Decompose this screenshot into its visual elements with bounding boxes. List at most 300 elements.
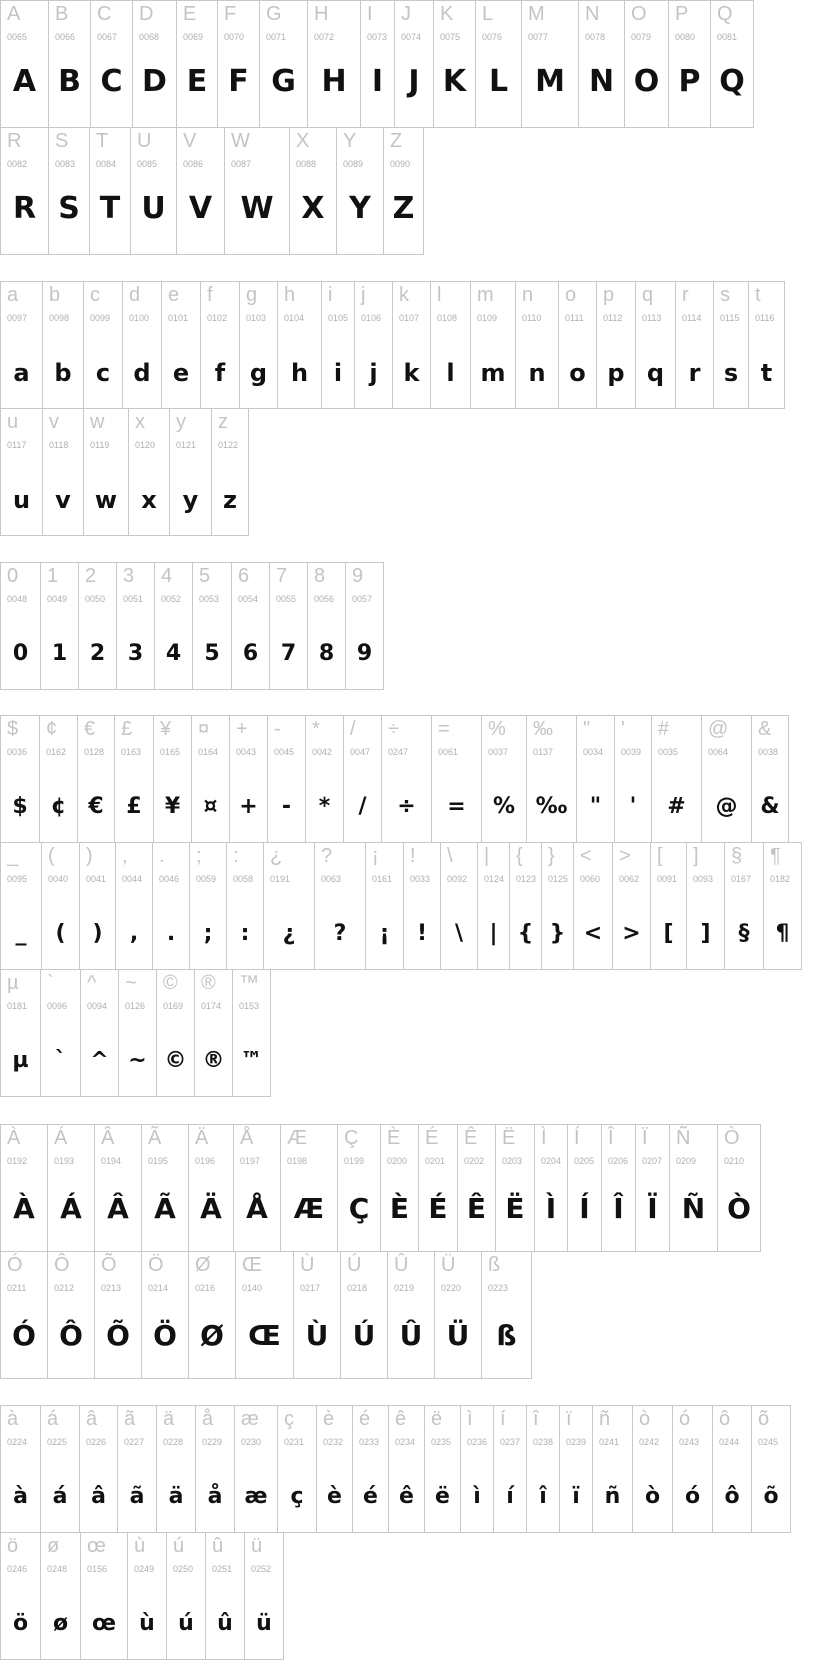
font-glyph-sample: Ò	[727, 1192, 751, 1225]
reference-character: o	[565, 284, 577, 306]
character-code: 0093	[693, 874, 714, 884]
character-code: 0224	[7, 1437, 28, 1447]
glyph-cell	[80, 969, 119, 1097]
font-glyph-sample: n	[528, 359, 546, 387]
glyph-cell	[567, 1124, 602, 1252]
reference-character: ?	[321, 845, 333, 867]
font-glyph-sample: §	[738, 921, 750, 946]
reference-character: É	[425, 1127, 439, 1149]
font-glyph-sample: ø	[52, 1611, 69, 1636]
character-code: 0076	[482, 32, 503, 42]
reference-character: r	[682, 284, 689, 306]
glyph-cell	[263, 842, 315, 970]
font-glyph-sample: ú	[178, 1611, 194, 1636]
font-glyph-sample: T	[99, 191, 121, 226]
font-glyph-sample: á	[52, 1484, 68, 1509]
character-code: 0245	[758, 1437, 779, 1447]
glyph-cell	[343, 715, 382, 843]
font-glyph-sample: ¤	[203, 794, 218, 819]
font-glyph-sample: H	[321, 64, 347, 99]
glyph-cell	[576, 715, 615, 843]
reference-character: $	[7, 718, 19, 740]
glyph-section	[0, 0, 754, 255]
character-code: 0102	[207, 313, 228, 323]
character-code: 0042	[312, 747, 333, 757]
font-glyph-sample: K	[442, 64, 467, 99]
glyph-cell	[188, 1251, 236, 1379]
font-glyph-sample: ¿	[282, 921, 296, 946]
font-glyph-sample: p	[607, 359, 625, 387]
reference-character: K	[440, 3, 454, 25]
character-code: 0252	[251, 1564, 272, 1574]
reference-character: ï	[566, 1408, 572, 1430]
reference-character: {	[516, 845, 523, 867]
reference-character: >	[619, 845, 631, 867]
glyph-cell	[713, 281, 749, 409]
font-glyph-sample: _	[15, 921, 27, 946]
reference-character: Ë	[502, 1127, 516, 1149]
character-code: 0044	[122, 874, 143, 884]
font-glyph-sample: Û	[399, 1319, 423, 1352]
reference-character: á	[47, 1408, 59, 1430]
font-glyph-sample: -	[281, 794, 292, 819]
glyph-cell	[712, 1405, 752, 1533]
character-code: 0034	[583, 747, 604, 757]
character-code: 0077	[528, 32, 549, 42]
character-code: 0216	[195, 1283, 216, 1293]
font-glyph-sample: s	[723, 359, 739, 387]
character-code: 0191	[270, 874, 291, 884]
font-glyph-sample: $	[12, 794, 28, 819]
reference-character: €	[84, 718, 96, 740]
character-code: 0092	[447, 874, 468, 884]
reference-character: 0	[7, 565, 19, 587]
glyph-cell	[80, 1532, 128, 1660]
font-glyph-sample: ^	[90, 1048, 109, 1073]
font-glyph-sample: é	[363, 1484, 378, 1509]
glyph-cell	[475, 0, 522, 128]
reference-character: %	[488, 718, 506, 740]
glyph-cell	[176, 0, 218, 128]
font-glyph-sample: Ô	[59, 1319, 83, 1352]
glyph-cell	[226, 842, 264, 970]
reference-character: `	[47, 972, 54, 994]
font-glyph-sample: l	[446, 359, 455, 387]
font-glyph-sample: z	[223, 486, 237, 514]
reference-character: Õ	[101, 1254, 117, 1276]
character-code: 0225	[47, 1437, 68, 1447]
reference-character: <	[580, 845, 592, 867]
reference-character: f	[207, 284, 213, 306]
glyph-cell	[481, 715, 527, 843]
reference-character: "	[583, 718, 591, 740]
font-glyph-sample: M	[535, 64, 565, 99]
character-code: 0049	[47, 594, 68, 604]
font-glyph-sample: ñ	[604, 1484, 621, 1509]
font-glyph-sample: R	[12, 191, 37, 226]
character-code: 0201	[425, 1156, 446, 1166]
reference-character: ú	[173, 1535, 185, 1557]
glyph-cell	[424, 1405, 461, 1533]
font-glyph-sample: ù	[139, 1611, 155, 1636]
font-glyph-sample: ©	[164, 1048, 187, 1073]
character-code: 0041	[86, 874, 107, 884]
character-code: 0116	[755, 313, 775, 323]
font-glyph-sample: I	[371, 64, 384, 99]
character-code: 0099	[90, 313, 111, 323]
character-code: 0195	[148, 1156, 169, 1166]
character-code: 0237	[500, 1437, 521, 1447]
reference-character: u	[7, 411, 19, 433]
font-glyph-sample: í	[506, 1484, 514, 1509]
glyph-cell	[748, 281, 785, 409]
character-code: 0123	[516, 874, 537, 884]
font-glyph-sample: N	[588, 64, 615, 99]
font-glyph-sample: 8	[318, 641, 335, 666]
character-code: 0205	[574, 1156, 595, 1166]
glyph-cell	[481, 1251, 532, 1379]
font-glyph-sample: Í	[579, 1192, 590, 1225]
glyph-cell	[192, 562, 232, 690]
reference-character: -	[274, 718, 281, 740]
reference-character: Ç	[344, 1127, 359, 1149]
glyph-cell	[431, 715, 482, 843]
reference-character: \	[447, 845, 453, 867]
glyph-cell	[710, 0, 754, 128]
glyph-cell	[83, 408, 129, 536]
font-glyph-sample: Ü	[446, 1319, 470, 1352]
font-glyph-sample: 9	[356, 641, 373, 666]
reference-character: ë	[431, 1408, 443, 1430]
reference-character: T	[96, 130, 109, 152]
font-glyph-sample: É	[428, 1192, 448, 1225]
character-code: 0085	[137, 159, 158, 169]
glyph-row	[0, 281, 785, 409]
character-code: 0167	[731, 874, 752, 884]
glyph-cell	[40, 562, 79, 690]
font-glyph-sample: ã	[129, 1484, 145, 1509]
font-glyph-sample: î	[539, 1484, 547, 1509]
glyph-cell	[48, 127, 90, 255]
glyph-cell	[460, 1405, 494, 1533]
font-glyph-sample: ó	[684, 1484, 701, 1509]
character-code: 0070	[224, 32, 245, 42]
font-glyph-sample: Ï	[647, 1192, 658, 1225]
glyph-cell	[724, 842, 764, 970]
reference-character: O	[631, 3, 647, 25]
glyph-cell	[0, 1405, 41, 1533]
character-code: 0080	[675, 32, 696, 42]
reference-character: A	[7, 3, 21, 25]
font-glyph-sample: c	[95, 359, 111, 387]
glyph-cell	[211, 408, 249, 536]
font-glyph-sample: £	[126, 794, 142, 819]
character-code: 0220	[441, 1283, 462, 1293]
glyph-cell	[47, 1124, 95, 1252]
glyph-cell	[360, 0, 395, 128]
character-code: 0231	[284, 1437, 305, 1447]
reference-character: õ	[758, 1408, 770, 1430]
glyph-cell	[217, 0, 260, 128]
font-glyph-sample: S	[58, 191, 80, 226]
font-glyph-sample: œ	[91, 1611, 117, 1636]
reference-character: )	[86, 845, 93, 867]
reference-character: è	[323, 1408, 335, 1430]
reference-character: R	[7, 130, 22, 152]
glyph-cell	[521, 0, 579, 128]
character-code: 0242	[639, 1437, 660, 1447]
font-glyph-sample: !	[416, 921, 428, 946]
reference-character: =	[438, 718, 450, 740]
glyph-cell	[0, 1124, 48, 1252]
glyph-cell	[596, 281, 636, 409]
reference-character: à	[7, 1408, 19, 1430]
font-glyph-sample: y	[182, 486, 199, 514]
font-glyph-sample: .	[166, 921, 176, 946]
character-code: 0181	[7, 1001, 28, 1011]
font-glyph-sample: `	[55, 1048, 66, 1073]
glyph-cell	[235, 1251, 294, 1379]
reference-character: L	[482, 3, 494, 25]
glyph-cell	[128, 408, 170, 536]
font-glyph-sample: ‰	[535, 794, 568, 819]
character-code: 0062	[619, 874, 640, 884]
character-code: 0036	[7, 747, 28, 757]
glyph-cell	[259, 0, 308, 128]
font-glyph-sample: }	[549, 921, 566, 946]
font-glyph-sample: ™	[240, 1048, 263, 1073]
glyph-cell	[90, 0, 133, 128]
reference-character: Ó	[7, 1254, 23, 1276]
character-code: 0063	[321, 874, 342, 884]
font-glyph-sample: ë	[435, 1484, 450, 1509]
glyph-cell	[188, 1124, 234, 1252]
character-code: 0198	[287, 1156, 308, 1166]
font-glyph-sample: ß	[496, 1319, 517, 1352]
glyph-cell	[701, 715, 752, 843]
font-glyph-sample: %	[492, 794, 516, 819]
character-code: 0119	[90, 440, 110, 450]
font-glyph-sample: ¥	[164, 794, 181, 819]
glyph-cell	[42, 408, 84, 536]
font-glyph-sample: h	[290, 359, 309, 387]
glyph-section	[0, 562, 384, 690]
character-code: 0109	[477, 313, 498, 323]
font-glyph-sample: Î	[613, 1192, 624, 1225]
character-code: 0089	[343, 159, 364, 169]
glyph-cell	[381, 715, 432, 843]
reference-character: Ã	[148, 1127, 162, 1149]
character-code: 0103	[246, 313, 267, 323]
character-code: 0244	[719, 1437, 740, 1447]
font-glyph-sample: ®	[202, 1048, 225, 1073]
glyph-cell	[83, 281, 123, 409]
font-glyph-sample: o	[569, 359, 586, 387]
glyph-cell	[612, 842, 651, 970]
character-code: 0045	[274, 747, 295, 757]
glyph-cell	[383, 127, 424, 255]
font-glyph-sample: ¡	[379, 921, 390, 946]
glyph-cell	[340, 1251, 388, 1379]
glyph-cell	[293, 1251, 341, 1379]
character-code: 0192	[7, 1156, 28, 1166]
glyph-cell	[0, 1251, 48, 1379]
glyph-cell	[635, 1124, 670, 1252]
reference-character: ü	[251, 1535, 263, 1557]
glyph-cell	[0, 715, 40, 843]
font-glyph-sample: ÷	[397, 794, 416, 819]
reference-character: ã	[124, 1408, 136, 1430]
reference-character: h	[284, 284, 296, 306]
glyph-cell	[39, 715, 78, 843]
reference-character: x	[135, 411, 145, 433]
reference-character: U	[137, 130, 152, 152]
reference-character: ò	[639, 1408, 651, 1430]
reference-character: ¥	[160, 718, 172, 740]
glyph-cell	[515, 281, 559, 409]
glyph-row	[0, 1405, 791, 1533]
glyph-cell	[141, 1251, 189, 1379]
character-code: 0250	[173, 1564, 194, 1574]
reference-character: Ä	[195, 1127, 209, 1149]
glyph-cell	[232, 969, 271, 1097]
reference-character: Î	[608, 1127, 614, 1149]
reference-character: µ	[7, 972, 19, 994]
glyph-cell	[751, 1405, 791, 1533]
reference-character: £	[121, 718, 133, 740]
font-glyph-sample: e	[172, 359, 190, 387]
character-code: 0194	[101, 1156, 122, 1166]
glyph-cell	[307, 0, 361, 128]
font-glyph-sample: Ú	[352, 1319, 376, 1352]
font-glyph-sample: û	[217, 1611, 233, 1636]
font-glyph-sample: à	[13, 1484, 28, 1509]
glyph-cell	[94, 1251, 142, 1379]
reference-character: v	[49, 411, 59, 433]
font-glyph-sample: Â	[107, 1192, 129, 1225]
font-glyph-sample: E	[186, 64, 208, 99]
font-glyph-sample: f	[214, 359, 226, 387]
character-code: 0211	[7, 1283, 27, 1293]
font-glyph-sample: [	[663, 921, 674, 946]
character-code: 0236	[467, 1437, 488, 1447]
font-glyph-sample: È	[389, 1192, 410, 1225]
character-code: 0213	[101, 1283, 122, 1293]
character-code: 0137	[533, 747, 554, 757]
character-code: 0059	[196, 874, 217, 884]
glyph-section	[0, 715, 802, 1097]
reference-character: D	[139, 3, 154, 25]
font-glyph-sample: Ë	[505, 1192, 525, 1225]
font-glyph-sample: #	[667, 794, 686, 819]
character-code: 0207	[642, 1156, 663, 1166]
glyph-cell	[40, 969, 81, 1097]
glyph-cell	[79, 1405, 118, 1533]
character-code: 0061	[438, 747, 459, 757]
reference-character: 4	[161, 565, 173, 587]
font-glyph-sample: D	[142, 64, 167, 99]
glyph-cell	[403, 842, 441, 970]
reference-character: Y	[343, 130, 357, 152]
glyph-cell	[672, 1405, 713, 1533]
font-glyph-sample: ö	[12, 1611, 29, 1636]
glyph-cell	[267, 715, 306, 843]
font-glyph-sample: i	[333, 359, 343, 387]
font-glyph-sample: Ã	[154, 1192, 176, 1225]
character-code: 0038	[758, 747, 779, 757]
glyph-cell	[321, 281, 355, 409]
font-glyph-sample: t	[760, 359, 773, 387]
reference-character: ¡	[372, 845, 379, 867]
glyph-cell	[457, 1124, 496, 1252]
character-code: 0039	[621, 747, 642, 757]
character-code: 0247	[388, 747, 409, 757]
character-code: 0037	[488, 747, 509, 757]
reference-character: G	[266, 3, 282, 25]
font-glyph-sample: ~	[128, 1048, 147, 1073]
character-code: 0107	[399, 313, 420, 323]
font-glyph-sample: a	[13, 359, 30, 387]
glyph-cell	[541, 842, 574, 970]
reference-character: |	[484, 845, 490, 867]
glyph-row	[0, 842, 802, 970]
glyph-cell	[277, 281, 322, 409]
reference-character: ^	[87, 972, 97, 994]
font-glyph-sample: ,	[129, 921, 139, 946]
glyph-cell	[40, 1405, 80, 1533]
reference-character: æ	[241, 1408, 259, 1430]
character-code: 0113	[642, 313, 662, 323]
font-glyph-sample: µ	[12, 1048, 29, 1073]
font-glyph-sample: ;	[203, 921, 213, 946]
reference-character: ø	[47, 1535, 60, 1557]
font-glyph-sample: \	[454, 921, 464, 946]
glyph-cell	[434, 1251, 482, 1379]
character-code: 0066	[55, 32, 76, 42]
glyph-section	[0, 1124, 761, 1379]
reference-character: 7	[276, 565, 288, 587]
font-glyph-sample: (	[55, 921, 66, 946]
character-code: 0079	[631, 32, 652, 42]
reference-character: *	[312, 718, 320, 740]
character-code: 0120	[135, 440, 156, 450]
reference-character: ¿	[270, 845, 283, 867]
character-code: 0043	[236, 747, 257, 757]
glyph-cell	[166, 1532, 206, 1660]
font-glyph-sample: W	[240, 191, 274, 226]
glyph-cell	[191, 715, 230, 843]
reference-character: X	[296, 130, 310, 152]
reference-character: c	[90, 284, 100, 306]
reference-character: w	[90, 411, 105, 433]
character-code: 0046	[159, 874, 180, 884]
glyph-cell	[233, 1124, 281, 1252]
character-code: 0064	[708, 747, 729, 757]
reference-character: 6	[238, 565, 250, 587]
reference-character: î	[533, 1408, 539, 1430]
font-glyph-sample: Ó	[12, 1319, 36, 1352]
glyph-cell	[365, 842, 404, 970]
character-code: 0182	[770, 874, 791, 884]
glyph-cell	[78, 562, 117, 690]
character-code: 0239	[566, 1437, 587, 1447]
font-glyph-sample: >	[622, 921, 641, 946]
glyph-cell	[0, 127, 49, 255]
glyph-section	[0, 281, 785, 536]
font-glyph-sample: u	[12, 486, 31, 514]
character-code: 0125	[548, 874, 569, 884]
character-code: 0098	[49, 313, 70, 323]
